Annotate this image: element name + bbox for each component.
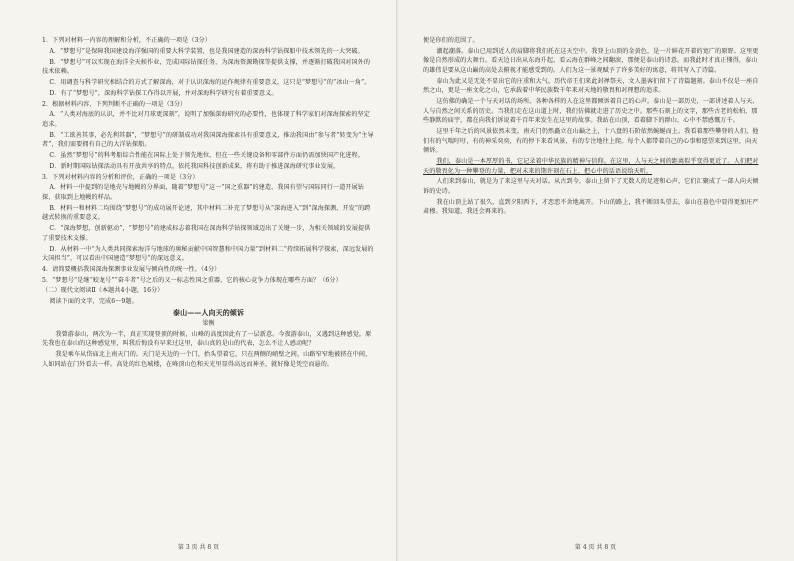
article-paragraph-1: 我曾游泰山，两次为一半，真正实现登顶的时候，山峰的高度因此有了一层新意。今夜游泰山，又遇到这种感觉。原先我也在泰山的这种感觉里，叫我后悔没有早来过这里，泰山真的是山的代表，怎么不让人感动呢？ xyxy=(42,330,372,348)
question-1-option-c: C．用调查与科学研究相结合的方式了解深海，对于认识深海的运作规律有重要意义，这只是“梦想号”的“冰山一角”。 xyxy=(49,78,371,86)
question-2-option-a: A．“人类对海底的认识，并不比对月球更深刻”，说明了加强深海研究的必要性，也体现了科学家们对深海探索的坚定追求。 xyxy=(42,111,370,128)
article-paragraph-3: 潮起潮落。泰山已用到近人的肩脚将我们托在这天空中。我登上山顶的金黄色，是一片鲜花开着的宽广的原野。这里更像是自然形成的大舞台。看天边日出从东海升起，看云海在群峰之间翻滚，那便是泰山的诗意。而我此时才真正懂得，泰山的雄伟是要从这山巅的高处去俯视才能感受到的。人们为这一景观赋予了许多美好的寓意，将其写入了诗篇。 xyxy=(423,47,759,74)
article-paragraph-2: 我是乘车从岱庙北上南天门的。天门是天边的一个门，抬头望着它，只在两侧的峭壁之间，山路窄窄地被挤在中间，人如同站在门外看去一样。高处的红色城楼，在峰顶山色和天光里显得高远而神圣，就好像是凭空而悬的。 xyxy=(42,350,372,368)
question-3: 3．下列对材料内容的分析和评价，正确的一项是（3分） xyxy=(42,173,199,181)
question-3-option-c: C．“深海梦想，创新驱动”，“梦想号”的建成标志着我国在深海科学钻探领域迈出了关键一步，为相关领域的发展提供了重要技术支撑。 xyxy=(42,225,371,242)
right-page-text xyxy=(423,36,760,217)
question-5: 5．“梦想号”是继“蛟龙号”“奋斗者”号之后的又一标志性国之重器，它的核心竞争力体现在哪些方面？（6分） xyxy=(42,276,342,284)
question-2-option-b: B．“工欲善其事，必先利其器”，“梦想号”的研制成功对我国深海探索具有重要意义，推动我国由“参与者”转变为“主导者”，我们需要拥有自己的大洋钻探船。 xyxy=(42,131,374,149)
question-3-option-d: D．从材料一中“为人类共同探索海洋与地球的奥秘贡献中国智慧和中国力量”到材料二“持续拓展科学探索，深远发展的大国担当”，可以看出中国建造“梦想号”的深远意义。 xyxy=(42,245,374,263)
question-1-option-a: A．“梦想号”是保障我国建设海洋强国的重要大科学装置，也是我国建造的深海科学钻探船中技术领先的一大突破。 xyxy=(49,47,364,55)
right-page xyxy=(397,0,794,561)
question-2-option-c: C．虽然“梦想号”的科考船综合性能在国际上处于领先地位，但在一些关键设备和零部件方面仍需加快国产化进程。 xyxy=(49,152,364,160)
question-1: 1．下列对材料一内容的理解和分析，不正确的一项是（3分） xyxy=(42,37,211,44)
question-4: 4．请简要概括我国深海探测事业发展与倾向性的统一性。（4分） xyxy=(42,265,221,273)
page-number-right: 第 4 页 共 8 页 xyxy=(574,544,617,551)
question-3-option-a: A．材料一中提到的是地壳与地幔的分界面，随着“梦想号”这一“国之重器”的建造，我国有望与国际同行一道开展钻探，获取到上地幔的样品。 xyxy=(42,184,364,201)
section-heading: （二）现代文阅读Ⅱ（本题共4小题，16分） xyxy=(42,287,164,295)
article-paragraph-4: 泰山为此又是无处不显出它的庄重和大气。历代帝王们来此封禅祭天，文人墨客们留下了诗篇题刻。泰山不仅是一座自然之山，更是一座文化之山，它承载着中华民族数千年来对天地的敬畏和对理想的追求。 xyxy=(423,77,759,95)
article-author: 梁衡 xyxy=(202,319,215,327)
question-2: 2．根据材料内容，下列判断不正确的一项是（3分） xyxy=(42,100,187,108)
question-1-option-d: D．有了“梦想号”，深海科学钻探工作得以开展，并对深海科学研究有着重要意义。 xyxy=(49,89,278,97)
question-1-option-b: B．“梦想号”可以实现在海洋全天候作业，完成国际钻探任务，为深海资源勘探等提供支撑，并逐渐打破我国对国外的技术依赖。 xyxy=(42,58,371,76)
reading-instruction: 阅读下面的文字，完成6～9题。 xyxy=(49,298,138,306)
left-page-text xyxy=(42,36,375,369)
article-title: 泰山——人向天的倾诉 xyxy=(173,308,244,317)
article-paragraph-8: 人们来到泰山，就是为了来这里与天对话。从古到今，泰山上留下了无数人的足迹和心声，它们汇聚成了一部人向天倾诉的史诗。 xyxy=(423,178,759,196)
question-3-option-b: B．材料一和材料二均围绕“梦想号”的成功展开论述，其中材料二补充了梦想号从“深海进入”到“深海探测、开发”的跨越式转换的重要意义。 xyxy=(42,204,371,222)
question-2-option-d: D．新时期国际钻探活动具有开放共享的特点，依托我国科技创新成果，将有助于推进深海研究事业发展。 xyxy=(49,162,340,170)
article-paragraph-9: 我在山顶上站了很久，直到夕阳西下，才恋恋不舍地离开。下山的路上，我不断回头望去，泰山在暮色中显得更加庄严肃穆。我知道，我还会再来的。 xyxy=(423,198,759,216)
article-paragraph-6: 这里千年之后的风景依然未变。南天门仍然矗立在山巅之上，十八盘的石阶依然蜿蜒而上。我看着那些攀登的人们，他们有的气喘吁吁，有的神采奕奕，有的停下来看风景，有的专注地往上爬。每个人都带着自己的心事和愿望来到这里，向天倾诉。 xyxy=(423,128,759,155)
article-paragraph-5: 这仿佛的确是一个与天对话的场所。各种各样的人在这里都倾诉着自己的心声。泰山是一部历史，一部讲述着人与天、人与自然之间关系的历史。当我们走在这山道上时，我们仿佛就走进了历史之中。那些石刻上的文字，那些古老的松柏，那些静默的庙宇，都在向我们诉说着千百年来发生在这里的故事。我站在山顶，看着脚下的群山，心中不禁感慨万千。 xyxy=(423,98,759,125)
page-fold-divider xyxy=(396,0,398,561)
article-paragraph-7-underlined: 我们，泰山是一本厚厚的书，它记录着中华民族的精神与信仰。在这里，人与天之间的距离似乎变得更近了。人们把对天的敬畏化为一种攀登的力量，把对未来的期许刻在石上，把心中的话语说给天听。 xyxy=(423,158,759,175)
page-number-left: 第 3 页 共 8 页 xyxy=(177,544,220,551)
article-continuation: 便是你们的范围了。 xyxy=(423,37,479,44)
